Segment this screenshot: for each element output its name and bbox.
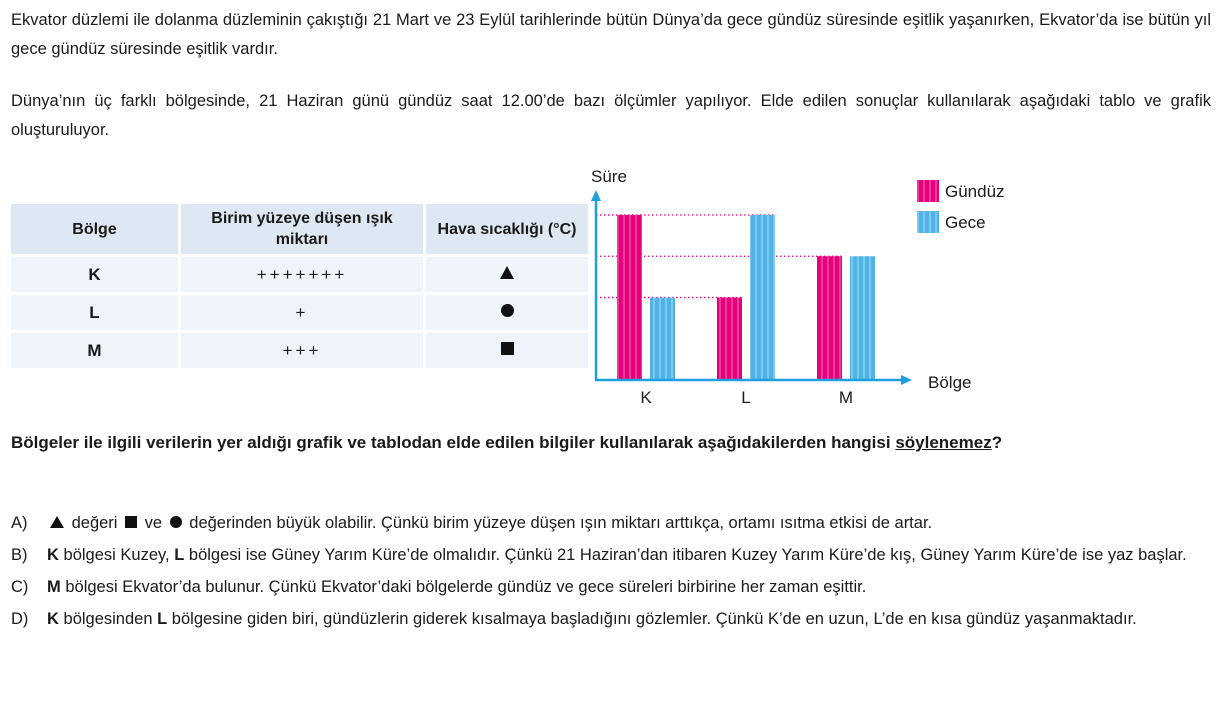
bar-gece-k: [650, 298, 675, 381]
y-axis-label: Süre: [591, 167, 627, 186]
option-text: bölgesi Kuzey,: [63, 546, 170, 564]
option-text: bölgesinden: [63, 610, 153, 628]
option-text: değeri: [71, 514, 118, 532]
bar-gündüz-l: [717, 298, 742, 381]
header-temperature: Hava sıcaklığı (°C): [425, 204, 589, 256]
cell-light: +: [180, 294, 425, 332]
question-text: [11, 428, 1211, 458]
legend-label: Gece: [945, 213, 986, 232]
y-axis-arrow-icon: [591, 190, 601, 201]
option-d[interactable]: [11, 605, 1211, 634]
intro-paragraph-1: Ekvator düzlemi ile dolanma düzleminin çakıştığı 21 Mart ve 23 Eylül tarihlerinde bütün Dünya’da gece gündüz süresinde eşitlik yaşanırken, Ekvator’da ise bütün yıl gece gündüz süresinde eşitlik vardır.: [11, 11, 1211, 58]
option-text: bölgesi ise Güney Yarım Küre’de olmalıdır. Çünkü 21 Haziran’dan itibaren Kuzey Yarım Küre’de kış, Güney Yarım Küre’de ise yaz başlar.: [188, 546, 1187, 564]
x-tick-label: L: [741, 388, 751, 407]
table-row: [11, 294, 588, 332]
legend: [917, 180, 1005, 233]
option-region: L: [174, 546, 185, 564]
option-a[interactable]: [11, 509, 1211, 538]
answer-options: [11, 509, 1211, 637]
question-main: Bölgeler ile ilgili verilerin yer aldığı grafik ve tablodan elde edilen bilgiler kullanılarak aşağıdakilerden hangisi: [11, 433, 896, 452]
bar-gece-l: [750, 215, 775, 380]
square-icon: [501, 342, 514, 355]
x-tick-label: M: [838, 388, 854, 407]
circle-icon: [170, 516, 182, 528]
option-b[interactable]: [11, 541, 1211, 570]
bar-gece-m: [850, 256, 875, 380]
option-c[interactable]: [11, 573, 1211, 602]
table-row: [11, 332, 588, 369]
table-header-row: [11, 204, 588, 256]
option-region: L: [157, 610, 168, 628]
option-region: K: [47, 610, 59, 628]
option-body: [47, 541, 1211, 570]
square-icon: [125, 516, 137, 528]
legend-swatch: [917, 211, 939, 233]
intro-paragraph-2: Dünya’nın üç farklı bölgesinde, 21 Haziran günü gündüz saat 12.00’de bazı ölçümler yapılıyor. Elde edilen sonuçlar kullanılarak aşağıdaki tablo ve grafik oluşturuluyor.: [11, 92, 1211, 139]
cell-temperature: [425, 332, 589, 369]
option-letter: D): [11, 610, 29, 628]
option-body: [47, 605, 1211, 634]
option-text: bölgesine giden biri, gündüzlerin giderek kısalmaya başladığını gözlemler. Çünkü K’de en uzun, L’de en kısa gündüz yaşanmaktadır.: [171, 610, 1137, 628]
table-row: [11, 256, 588, 294]
circle-icon: [501, 304, 514, 317]
legend-label: Gündüz: [945, 182, 1005, 201]
duration-bar-chart: [585, 160, 1035, 410]
cell-region: M: [11, 332, 180, 369]
cell-region: L: [11, 294, 180, 332]
cell-light: +++: [180, 332, 425, 369]
header-light: Birim yüzeye düşen ışık miktarı: [180, 204, 425, 256]
bar-gündüz-m: [817, 256, 842, 380]
bar-gündüz-k: [617, 215, 642, 380]
question-underlined: söylenemez: [895, 433, 992, 452]
legend-swatch: [917, 180, 939, 202]
option-letter: A): [11, 514, 28, 532]
option-region: M: [47, 578, 61, 596]
option-text: değerinden büyük olabilir. Çünkü birim yüzeye düşen ışın miktarı arttıkça, ortamı ısıtma etkisi de artar.: [189, 514, 933, 532]
x-tick-label: K: [640, 388, 652, 407]
option-letter: C): [11, 578, 29, 596]
triangle-icon: [50, 516, 64, 528]
question-end: ?: [991, 433, 1003, 452]
cell-temperature: [425, 294, 589, 332]
x-tick-labels: [640, 388, 853, 407]
option-body: [47, 509, 1211, 538]
option-body: [47, 573, 1211, 602]
option-letter: B): [11, 546, 28, 564]
option-region: K: [47, 546, 59, 564]
bars-group: [617, 215, 875, 380]
cell-region: K: [11, 256, 180, 294]
triangle-icon: [500, 266, 514, 279]
option-text: ve: [144, 514, 163, 532]
x-axis-arrow-icon: [901, 375, 912, 385]
x-axis-label: Bölge: [928, 373, 972, 392]
option-text: bölgesi Ekvator’da bulunur. Çünkü Ekvator’daki bölgelerde gündüz ve gece süreleri birbirine her zaman eşittir.: [65, 578, 867, 596]
cell-light: +++++++: [180, 256, 425, 294]
data-table: [11, 204, 588, 368]
cell-temperature: [425, 256, 589, 294]
header-region: Bölge: [11, 204, 180, 256]
